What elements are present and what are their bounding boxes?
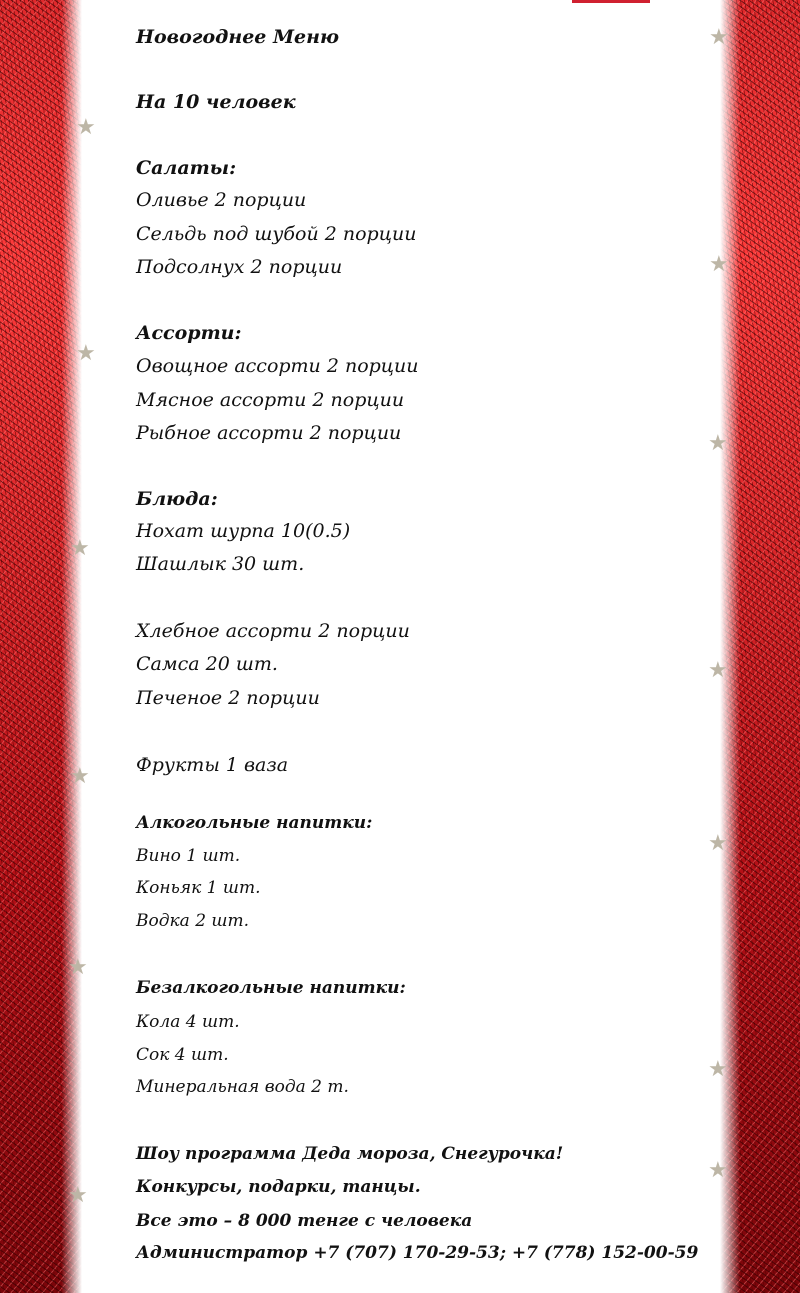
star-icon: ★: [68, 955, 88, 980]
salad-item: Оливье 2 порции: [136, 189, 307, 211]
left-tinsel-border: [0, 0, 82, 1293]
alcohol-item: Коньяк 1 шт.: [136, 878, 261, 898]
star-icon: ★: [709, 252, 729, 277]
salad-item: Сельдь под шубой 2 порции: [136, 223, 417, 245]
assorted-item: Мясное ассорти 2 порции: [136, 389, 405, 411]
menu-subtitle: На 10 человек: [136, 91, 296, 113]
activities: Конкурсы, подарки, танцы.: [136, 1177, 421, 1197]
fruits-item: Фрукты 1 ваза: [136, 754, 289, 776]
star-icon: ★: [70, 536, 90, 561]
assorted-item: Овощное ассорти 2 порции: [136, 355, 419, 377]
top-decoration: [572, 0, 650, 3]
price: Все это – 8 000 тенге с человека: [136, 1211, 473, 1231]
extra-item: Хлебное ассорти 2 порции: [136, 620, 410, 642]
soft-drink-item: Сок 4 шт.: [136, 1045, 229, 1065]
dish-item: Шашлык 30 шт.: [136, 553, 305, 575]
salads-heading: Салаты:: [136, 157, 237, 179]
alcohol-item: Водка 2 шт.: [136, 911, 250, 931]
star-icon: ★: [709, 25, 729, 50]
star-icon: ★: [68, 1183, 88, 1208]
star-icon: ★: [708, 658, 728, 683]
assorted-item: Рыбное ассорти 2 порции: [136, 422, 402, 444]
extra-item: Печеное 2 порции: [136, 687, 320, 709]
extra-item: Самса 20 шт.: [136, 653, 278, 675]
alcohol-item: Вино 1 шт.: [136, 846, 241, 866]
star-icon: ★: [76, 341, 96, 366]
contact-info: Администратор +7 (707) 170-29-53; +7 (778) 152-00-59: [136, 1243, 699, 1263]
assorted-heading: Ассорти:: [136, 322, 242, 344]
soft-drinks-heading: Безалкогольные напитки:: [136, 978, 406, 998]
show-program: Шоу программа Деда мороза, Снегурочка!: [136, 1144, 564, 1164]
star-icon: ★: [708, 431, 728, 456]
star-icon: ★: [708, 831, 728, 856]
dish-item: Нохат шурпа 10(0.5): [136, 520, 351, 542]
menu-title: Новогоднее Меню: [136, 26, 339, 48]
dishes-heading: Блюда:: [136, 488, 218, 510]
star-icon: ★: [708, 1057, 728, 1082]
soft-drink-item: Минеральная вода 2 т.: [136, 1077, 349, 1097]
star-icon: ★: [76, 115, 96, 140]
alcohol-heading: Алкогольные напитки:: [136, 813, 373, 833]
salad-item: Подсолнух 2 порции: [136, 256, 343, 278]
star-icon: ★: [708, 1158, 728, 1183]
soft-drink-item: Кола 4 шт.: [136, 1012, 240, 1032]
star-icon: ★: [70, 764, 90, 789]
right-tinsel-border: [720, 0, 800, 1293]
